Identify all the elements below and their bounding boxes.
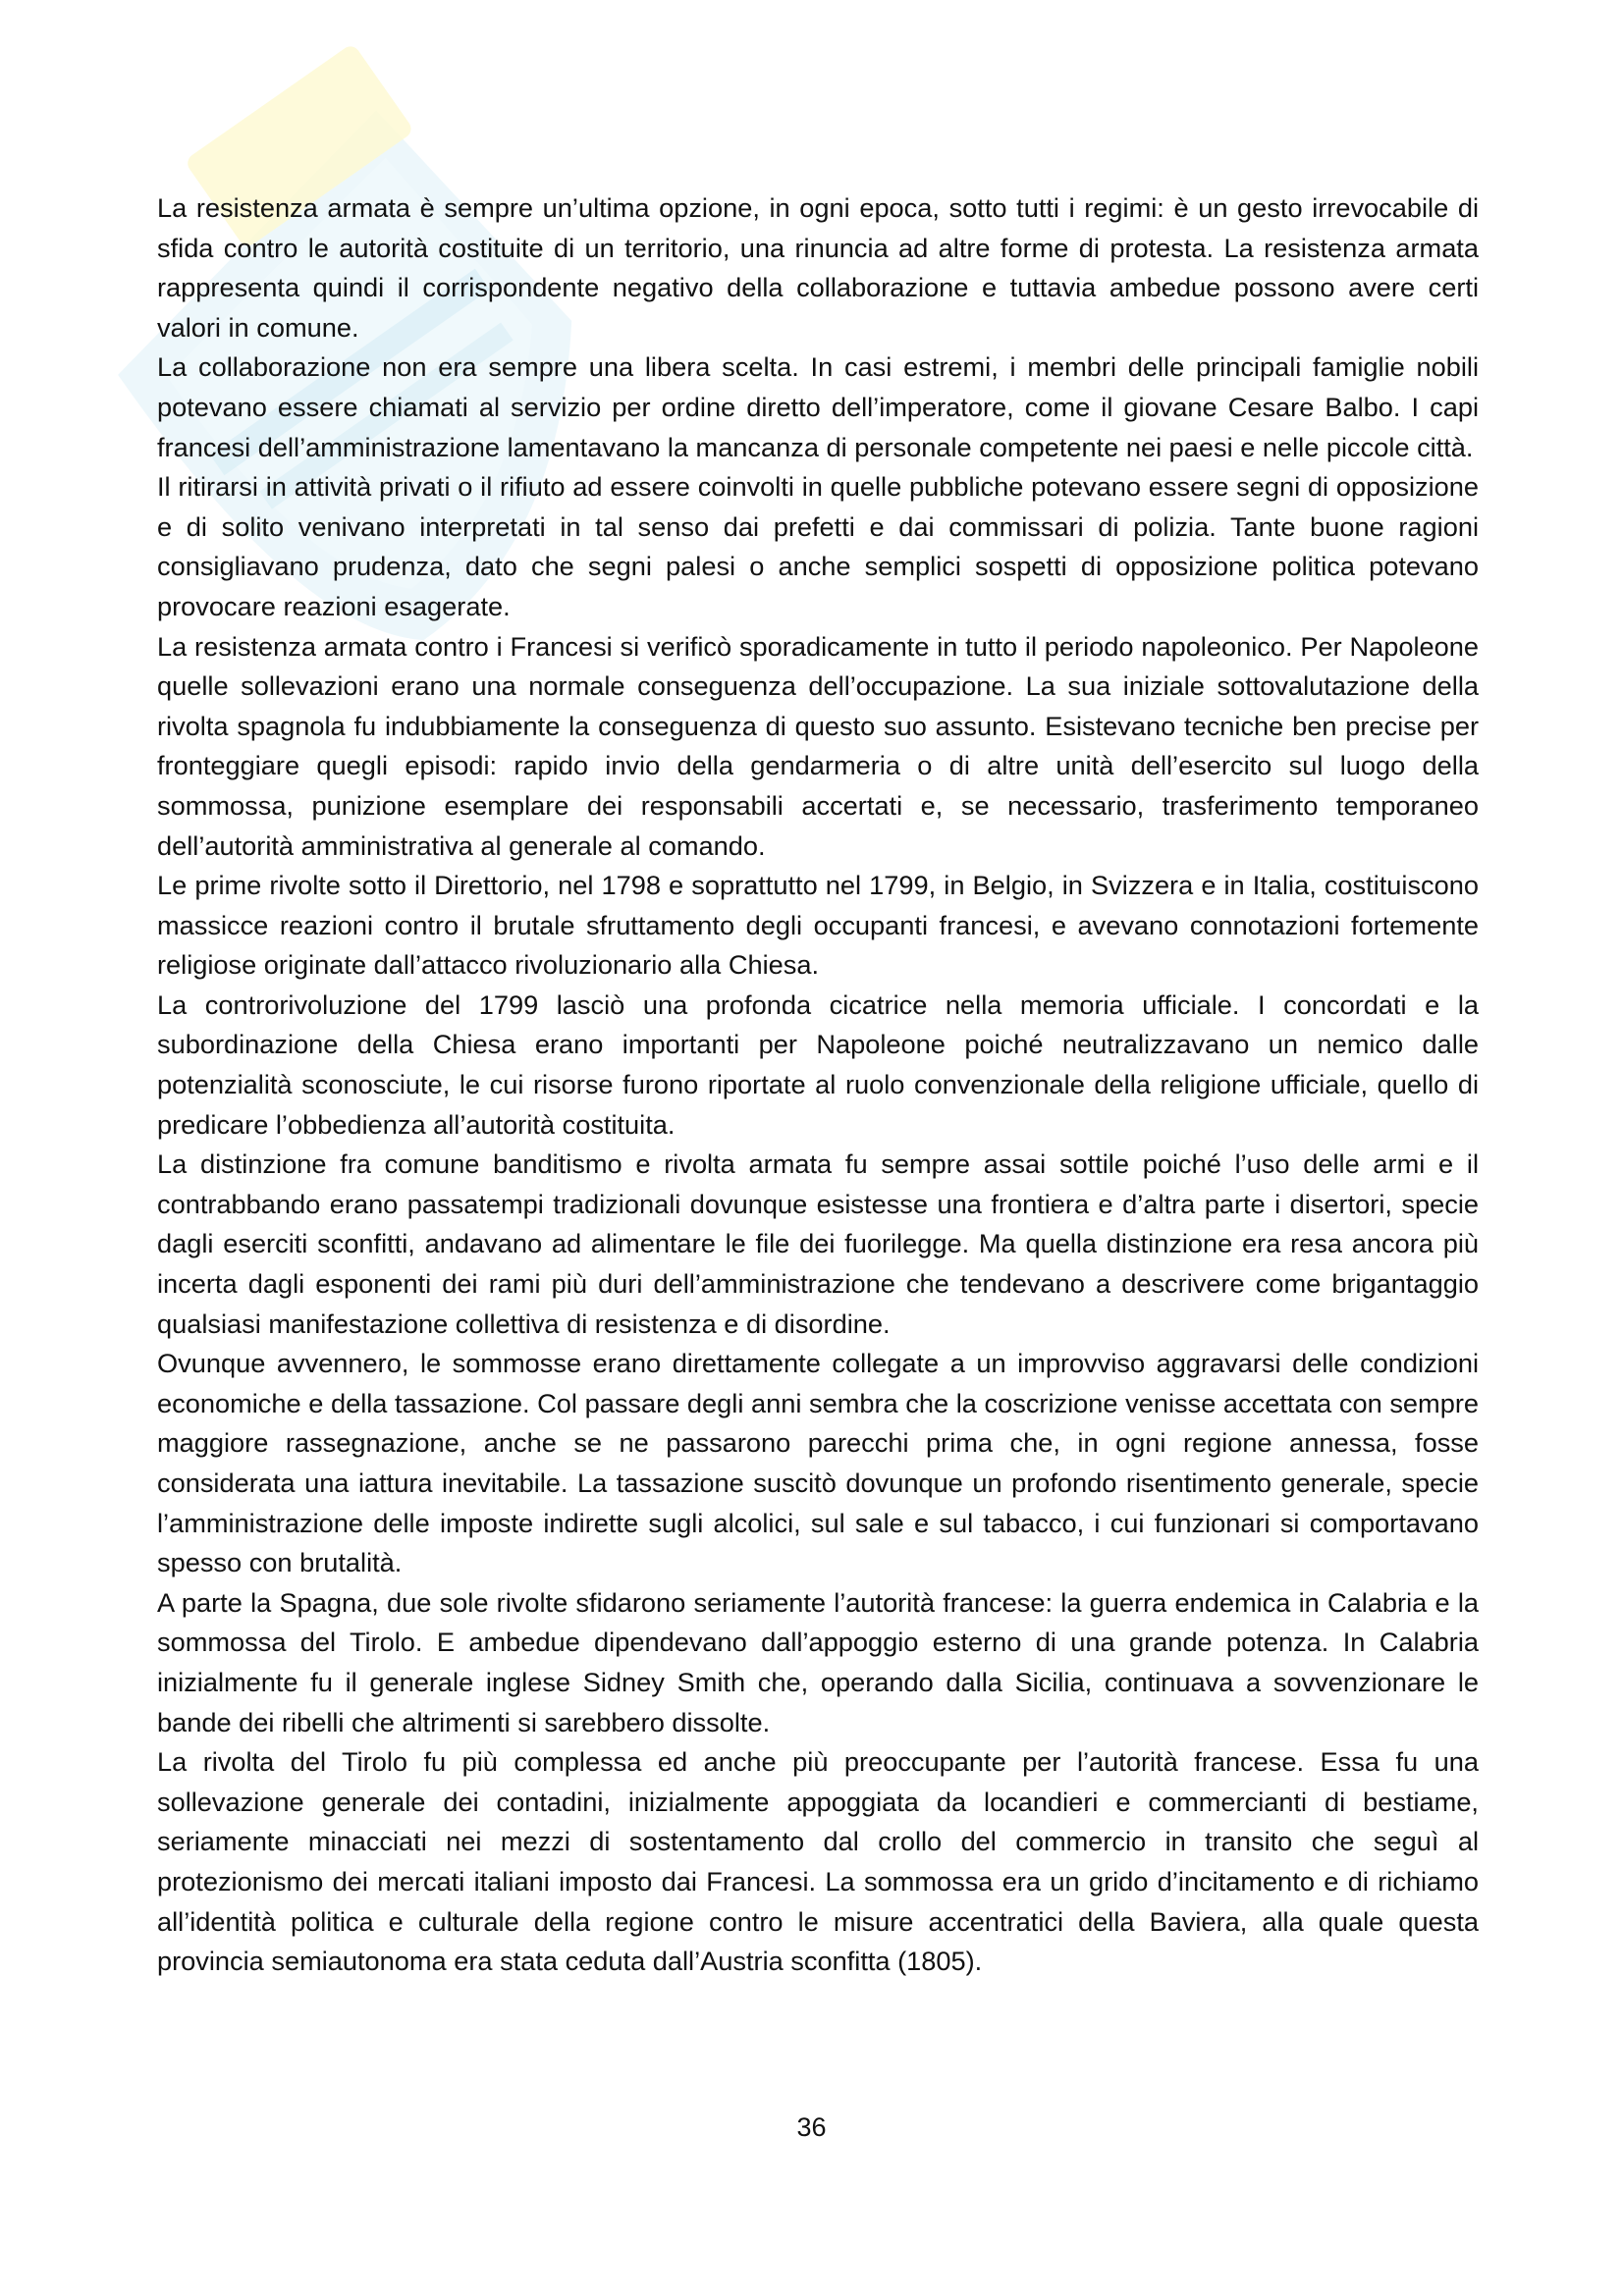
paragraph: La distinzione fra comune banditismo e rivolta armata fu sempre assai sottile poiché l’uso delle armi e il contrabbando erano passatempi tradizionali dovunque esistesse una frontiera e d’altra parte i disertori, specie dagli eserciti sconfitti, andavano ad alimentare le file dei fuorilegge. Ma quella distinzione era resa ancora più incerta dagli esponenti dei rami più duri dell’amministrazione che tendevano a descrivere come brigantaggio qualsiasi manifestazione collettiva di resistenza e di disordine.	[157, 1148, 1479, 1339]
paragraph: La rivolta del Tirolo fu più complessa ed anche più preoccupante per l’autorità francese. Essa fu una sollevazione generale dei contadini, inizialmente appoggiata da locandieri e commercianti di bestiame, seriamente minacciati nei mezzi di sostentamento dal crollo del commercio in transito che seguì al protezionismo dei mercati italiani imposto dai Francesi. La sommossa era un grido d’incitamento e di richiamo all’identità politica e culturale della regione contro le misure accentratici della Baviera, alla quale questa provincia semiautonoma era stata ceduta dall’Austria sconfitta (1805).	[157, 1746, 1479, 1977]
document-body	[157, 188, 1479, 1982]
paragraph: La resistenza armata è sempre un’ultima opzione, in ogni epoca, sotto tutti i regimi: è un gesto irrevocabile di sfida contro le autorità costituite di un territorio, una rinuncia ad altre forme di protesta. La resistenza armata rappresenta quindi il corrispondente negativo della collaborazione e tuttavia ambedue possono avere certi valori in comune.	[157, 192, 1479, 343]
paragraph: Le prime rivolte sotto il Direttorio, nel 1798 e soprattutto nel 1799, in Belgio, in Svizzera e in Italia, costituiscono massicce reazioni contro il brutale sfruttamento degli occupanti francesi, e avevano connotazioni fortemente religiose originate dall’attacco rivoluzionario alla Chiesa.	[157, 870, 1479, 981]
paragraph: La resistenza armata contro i Francesi si verificò sporadicamente in tutto il periodo napoleonico. Per Napoleone quelle sollevazioni erano una normale conseguenza dell’occupazione. La sua iniziale sottovalutazione della rivolta spagnola fu indubbiamente la conseguenza di questo suo assunto. Esistevano tecniche ben precise per fronteggiare quegli episodi: rapido invio della gendarmeria o di altre unità dell’esercito sul luogo della sommossa, punizione esemplare dei responsabili accertati e, se necessario, trasferimento temporaneo dell’autorità amministrativa al generale al comando.	[157, 630, 1479, 861]
paragraph: A parte la Spagna, due sole rivolte sfidarono seriamente l’autorità francese: la guerra endemica in Calabria e la sommossa del Tirolo. E ambedue dipendevano dall’appoggio esterno di una grande potenza. In Calabria inizialmente fu il generale inglese Sidney Smith che, operando dalla Sicilia, continuava a sovvenzionare le bande dei ribelli che altrimenti si sarebbero dissolte.	[157, 1586, 1479, 1737]
paragraph: Ovunque avvennero, le sommosse erano direttamente collegate a un improvviso aggravarsi delle condizioni economiche e della tassazione. Col passare degli anni sembra che la coscrizione venisse accettata con sempre maggiore rassegnazione, anche se ne passarono parecchi prima che, in ogni regione annessa, fosse considerata una iattura inevitabile. La tassazione suscitò dovunque un profondo risentimento generale, specie l’amministrazione delle imposte indirette sugli alcolici, sul sale e sul tabacco, i cui funzionari si comportavano spesso con brutalità.	[157, 1348, 1479, 1578]
paragraph: La collaborazione non era sempre una libera scelta. In casi estremi, i membri delle principali famiglie nobili potevano essere chiamati al servizio per ordine diretto dell’imperatore, come il giovane Cesare Balbo. I capi francesi dell’amministrazione lamentavano la mancanza di personale competente nei paesi e nelle piccole città.	[157, 351, 1479, 462]
paragraph: Il ritirarsi in attività privati o il rifiuto ad essere coinvolti in quelle pubbliche potevano essere segni di opposizione e di solito venivano interpretati in tal senso dai prefetti e dai commissari di polizia. Tante buone ragioni consigliavano prudenza, dato che segni palesi o anche semplici sospetti di opposizione politica potevano provocare reazioni esagerate.	[157, 471, 1479, 621]
paragraph: La controrivoluzione del 1799 lasciò una profonda cicatrice nella memoria ufficiale. I concordati e la subordinazione della Chiesa erano importanti per Napoleone poiché neutralizzavano un nemico dalle potenzialità sconosciute, le cui risorse furono riportate al ruolo convenzionale della religione ufficiale, quello di predicare l’obbedienza all’autorità costituita.	[157, 988, 1479, 1140]
page-number: 36	[796, 2112, 827, 2142]
